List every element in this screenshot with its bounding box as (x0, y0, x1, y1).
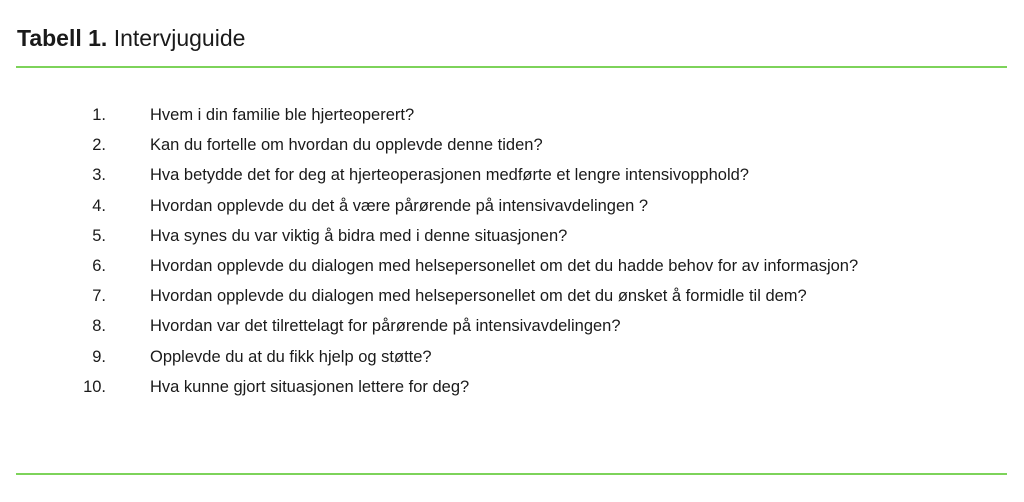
question-number: 1. (92, 106, 106, 124)
table-caption (17, 24, 245, 52)
question-item (0, 251, 1024, 281)
table-label: Tabell 1. (17, 25, 108, 51)
question-text: Hvordan opplevde du dialogen med helsepersonellet om det du hadde behov for av informasjon? (150, 256, 859, 275)
question-item (0, 311, 1024, 341)
question-item (0, 100, 1024, 130)
question-item (0, 372, 1024, 402)
question-number: 8. (92, 317, 106, 336)
question-number: 10. (83, 377, 106, 396)
question-text: Kan du fortelle om hvordan du opplevde denne tiden? (150, 136, 543, 155)
question-number: 2. (92, 136, 106, 155)
question-text: Opplevde du at du fikk hjelp og støtte? (150, 347, 432, 366)
question-text: Hvordan opplevde du dialogen med helsepersonellet om det du ønsket å formidle til dem? (150, 287, 807, 306)
question-text: Hvordan var det tilrettelagt for pårørende på intensivavdelingen? (150, 317, 621, 336)
table-title: Intervjuguide (113, 25, 246, 51)
question-text: Hva kunne gjort situasjonen lettere for deg? (150, 377, 470, 396)
question-number: 9. (92, 347, 106, 366)
question-text: Hva betydde det for deg at hjerteoperasjonen medførte et lengre intensivopphold? (150, 166, 749, 185)
question-number: 3. (92, 166, 106, 185)
question-number: 5. (92, 226, 106, 245)
bottom-divider (16, 473, 1007, 475)
question-number: 7. (92, 287, 106, 306)
question-text: Hvordan opplevde du det å være pårørende på intensivavdelingen ? (150, 196, 649, 215)
question-item (0, 130, 1024, 160)
question-item (0, 281, 1024, 311)
question-number: 6. (92, 256, 106, 275)
question-list (0, 100, 1024, 402)
top-divider (16, 66, 1007, 68)
question-item (0, 342, 1024, 372)
question-number: 4. (92, 196, 106, 215)
question-item (0, 160, 1024, 190)
question-item (0, 191, 1024, 221)
question-item (0, 221, 1024, 251)
question-text: Hvem i din familie ble hjerteoperert? (150, 106, 415, 124)
question-text: Hva synes du var viktig å bidra med i denne situasjonen? (150, 226, 568, 245)
